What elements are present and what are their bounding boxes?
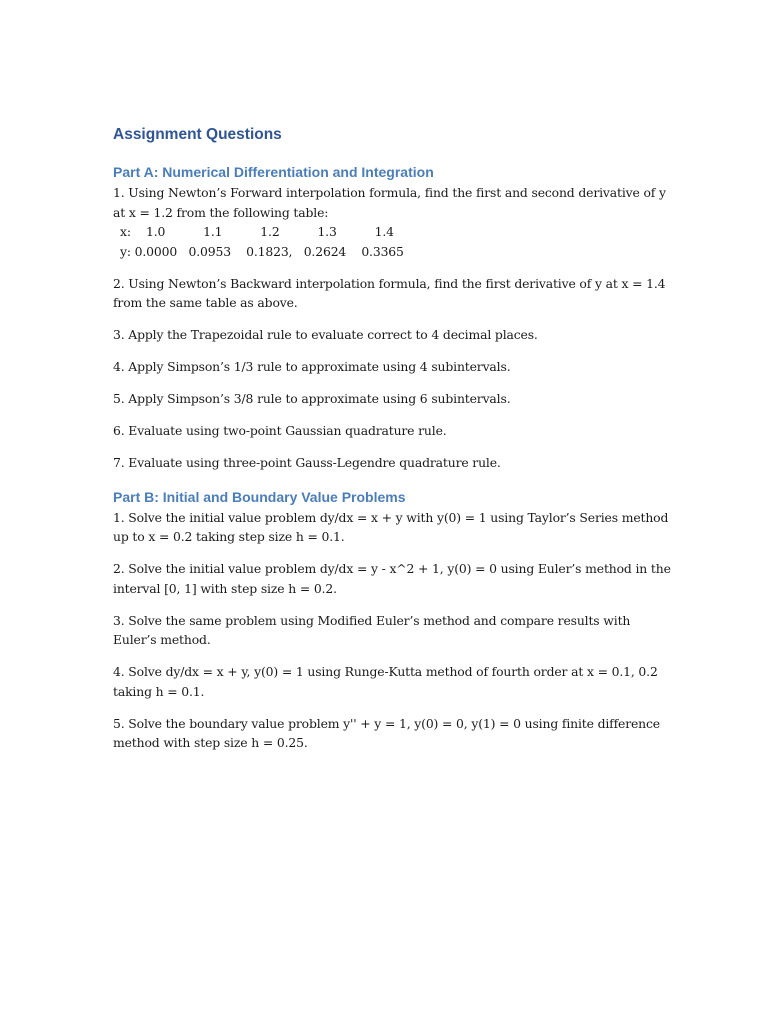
- part-a-question-4: 4. Apply Simpson’s 1/3 rule to approximate using 4 subintervals.: [113, 359, 511, 374]
- part-b-question-5: 5. Solve the boundary value problem y'' + y = 1, y(0) = 0, y(1) = 0 using finite difference method with step size h = 0.25.: [113, 715, 660, 750]
- part-a-question-5: 5. Apply Simpson’s 3/8 rule to approximate using 6 subintervals.: [113, 391, 511, 406]
- page-title: Assignment Questions: [113, 126, 282, 143]
- part-a-question-2: 2. Using Newton’s Backward interpolation formula, find the first derivative of y at x = 1.4 from the same table as above.: [113, 275, 666, 310]
- data-table: [113, 222, 673, 261]
- part-a-question-7: 7. Evaluate using three-point Gauss-Legendre quadrature rule.: [113, 455, 501, 470]
- part-b-heading: Part B: Initial and Boundary Value Problems: [113, 488, 406, 505]
- part-a-heading: Part A: Numerical Differentiation and Integration: [113, 164, 434, 180]
- table-row-x: x: 1.0 1.1 1.2 1.3 1.4: [120, 224, 394, 239]
- part-b-question-2: 2. Solve the initial value problem dy/dx = y - x^2 + 1, y(0) = 0 using Euler’s method in the interval [0, 1] with step size h = 0.2.: [113, 561, 671, 596]
- part-a-section: [113, 163, 673, 473]
- document-page: [113, 125, 673, 765]
- part-b-section: [113, 488, 673, 753]
- part-a-question-6: 6. Evaluate using two-point Gaussian quadrature rule.: [113, 423, 447, 438]
- part-b-question-4: 4. Solve dy/dx = x + y, y(0) = 1 using Runge-Kutta method of fourth order at x = 0.1, 0.2 taking h = 0.1.: [113, 664, 658, 699]
- part-b-question-3: 3. Solve the same problem using Modified Euler’s method and compare results with Euler’s method.: [113, 612, 631, 647]
- part-a-question-3: 3. Apply the Trapezoidal rule to evaluate correct to 4 decimal places.: [113, 327, 538, 342]
- table-row-y: y: 0.0000 0.0953 0.1823, 0.2624 0.3365: [120, 243, 404, 259]
- part-b-question-1: 1. Solve the initial value problem dy/dx = x + y with y(0) = 1 using Taylor’s Series method up to x = 0.2 taking step size h = 0.1.: [113, 509, 669, 544]
- part-a-question-1: 1. Using Newton’s Forward interpolation formula, find the first and second derivative of y at x = 1.2 from the following table:: [113, 185, 666, 220]
